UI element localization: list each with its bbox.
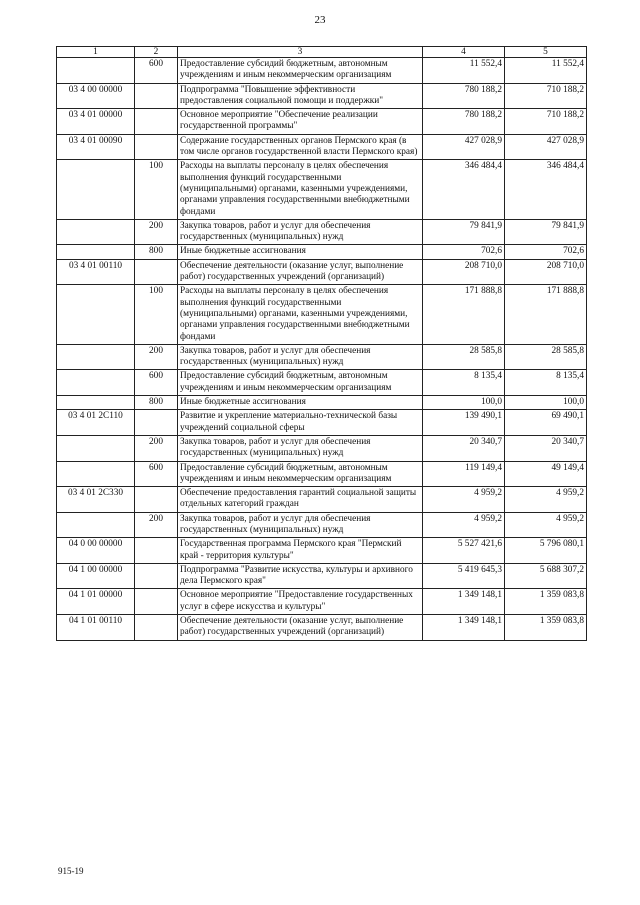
cell-code: 03 4 01 2С330 xyxy=(57,487,135,513)
cell-expense-type: 200 xyxy=(135,219,178,245)
table-row xyxy=(57,563,587,589)
table-row xyxy=(57,219,587,245)
table-header xyxy=(57,47,587,58)
cell-name: Предоставление субсидий бюджетным, автономным учреждениям и иным некоммерческим организациям xyxy=(178,461,423,487)
cell-amount-col5: 171 888,8 xyxy=(505,285,587,344)
cell-amount-col5: 710 188,2 xyxy=(505,109,587,135)
cell-amount-col4: 8 135,4 xyxy=(423,370,505,396)
cell-expense-type: 200 xyxy=(135,344,178,370)
table-row xyxy=(57,58,587,84)
table-row xyxy=(57,160,587,219)
cell-name: Иные бюджетные ассигнования xyxy=(178,396,423,410)
cell-amount-col5: 8 135,4 xyxy=(505,370,587,396)
cell-expense-type xyxy=(135,83,178,109)
cell-amount-col4: 208 710,0 xyxy=(423,259,505,285)
cell-code xyxy=(57,396,135,410)
cell-code: 03 4 01 00090 xyxy=(57,134,135,160)
cell-code xyxy=(57,435,135,461)
cell-code: 04 1 00 00000 xyxy=(57,563,135,589)
cell-amount-col5: 4 959,2 xyxy=(505,512,587,538)
cell-code xyxy=(57,285,135,344)
cell-amount-col4: 4 959,2 xyxy=(423,512,505,538)
cell-name: Иные бюджетные ассигнования xyxy=(178,245,423,259)
cell-amount-col4: 1 349 148,1 xyxy=(423,615,505,641)
cell-code xyxy=(57,160,135,219)
table-row xyxy=(57,134,587,160)
cell-amount-col4: 346 484,4 xyxy=(423,160,505,219)
cell-name: Подпрограмма "Развитие искусства, культуры и архивного дела Пермского края" xyxy=(178,563,423,589)
cell-amount-col5: 5 688 307,2 xyxy=(505,563,587,589)
cell-amount-col5: 710 188,2 xyxy=(505,83,587,109)
table-row xyxy=(57,615,587,641)
cell-name: Закупка товаров, работ и услуг для обеспечения государственных (муниципальных) нужд xyxy=(178,219,423,245)
table-row xyxy=(57,435,587,461)
cell-code: 04 0 00 00000 xyxy=(57,538,135,564)
cell-expense-type xyxy=(135,615,178,641)
cell-amount-col5: 427 028,9 xyxy=(505,134,587,160)
cell-amount-col5: 79 841,9 xyxy=(505,219,587,245)
table-row xyxy=(57,487,587,513)
cell-expense-type: 600 xyxy=(135,461,178,487)
cell-expense-type xyxy=(135,134,178,160)
table-row xyxy=(57,245,587,259)
cell-amount-col4: 171 888,8 xyxy=(423,285,505,344)
table-body xyxy=(57,58,587,641)
cell-amount-col4: 1 349 148,1 xyxy=(423,589,505,615)
cell-code: 03 4 01 00110 xyxy=(57,259,135,285)
cell-amount-col4: 5 527 421,6 xyxy=(423,538,505,564)
cell-name: Предоставление субсидий бюджетным, автономным учреждениям и иным некоммерческим организациям xyxy=(178,58,423,84)
header-col-5: 5 xyxy=(505,47,587,58)
table-row xyxy=(57,344,587,370)
cell-amount-col5: 69 490,1 xyxy=(505,410,587,436)
cell-expense-type xyxy=(135,410,178,436)
cell-amount-col4: 28 585,8 xyxy=(423,344,505,370)
header-col-3: 3 xyxy=(178,47,423,58)
cell-name: Обеспечение деятельности (оказание услуг, выполнение работ) государственных учреждений (организаций) xyxy=(178,615,423,641)
cell-name: Подпрограмма "Повышение эффективности предоставления социальной помощи и поддержки" xyxy=(178,83,423,109)
cell-amount-col5: 4 959,2 xyxy=(505,487,587,513)
cell-amount-col4: 780 188,2 xyxy=(423,83,505,109)
cell-amount-col4: 427 028,9 xyxy=(423,134,505,160)
cell-name: Обеспечение деятельности (оказание услуг, выполнение работ) государственных учреждений (организаций) xyxy=(178,259,423,285)
header-row xyxy=(57,47,587,58)
cell-amount-col5: 49 149,4 xyxy=(505,461,587,487)
cell-name: Обеспечение предоставления гарантий социальной защиты отдельных категорий граждан xyxy=(178,487,423,513)
cell-amount-col5: 20 340,7 xyxy=(505,435,587,461)
cell-code: 04 1 01 00000 xyxy=(57,589,135,615)
cell-amount-col5: 100,0 xyxy=(505,396,587,410)
cell-amount-col5: 208 710,0 xyxy=(505,259,587,285)
cell-code xyxy=(57,461,135,487)
cell-expense-type: 200 xyxy=(135,435,178,461)
cell-amount-col4: 780 188,2 xyxy=(423,109,505,135)
table-row xyxy=(57,512,587,538)
cell-amount-col4: 5 419 645,3 xyxy=(423,563,505,589)
footer-code: 915-19 xyxy=(58,866,84,876)
cell-expense-type xyxy=(135,259,178,285)
cell-name: Развитие и укрепление материально-технической базы учреждений социальной сферы xyxy=(178,410,423,436)
cell-code: 04 1 01 00110 xyxy=(57,615,135,641)
cell-expense-type: 600 xyxy=(135,58,178,84)
table-row xyxy=(57,461,587,487)
cell-amount-col4: 100,0 xyxy=(423,396,505,410)
cell-expense-type xyxy=(135,538,178,564)
cell-code xyxy=(57,58,135,84)
cell-amount-col4: 11 552,4 xyxy=(423,58,505,84)
cell-code xyxy=(57,512,135,538)
header-col-4: 4 xyxy=(423,47,505,58)
cell-amount-col5: 1 359 083,8 xyxy=(505,615,587,641)
table-row xyxy=(57,589,587,615)
cell-code: 03 4 01 00000 xyxy=(57,109,135,135)
header-col-1: 1 xyxy=(57,47,135,58)
cell-amount-col4: 702,6 xyxy=(423,245,505,259)
cell-code: 03 4 01 2С110 xyxy=(57,410,135,436)
table-row xyxy=(57,396,587,410)
cell-name: Расходы на выплаты персоналу в целях обеспечения выполнения функций государственными (муниципальными) органами, казенными учреждениями, органами управления государственными внебюджетными фондами xyxy=(178,160,423,219)
cell-expense-type xyxy=(135,109,178,135)
cell-name: Закупка товаров, работ и услуг для обеспечения государственных (муниципальных) нужд xyxy=(178,435,423,461)
cell-name: Расходы на выплаты персоналу в целях обеспечения выполнения функций государственными (муниципальными) органами, казенными учреждениями, органами управления государственными внебюджетными фондами xyxy=(178,285,423,344)
table-row xyxy=(57,259,587,285)
cell-expense-type xyxy=(135,563,178,589)
cell-amount-col5: 28 585,8 xyxy=(505,344,587,370)
cell-amount-col5: 11 552,4 xyxy=(505,58,587,84)
cell-amount-col4: 139 490,1 xyxy=(423,410,505,436)
cell-expense-type: 200 xyxy=(135,512,178,538)
cell-amount-col4: 4 959,2 xyxy=(423,487,505,513)
cell-name: Основное мероприятие "Обеспечение реализации государственной программы" xyxy=(178,109,423,135)
cell-expense-type xyxy=(135,487,178,513)
cell-amount-col5: 1 359 083,8 xyxy=(505,589,587,615)
cell-expense-type xyxy=(135,589,178,615)
cell-amount-col4: 20 340,7 xyxy=(423,435,505,461)
cell-expense-type: 100 xyxy=(135,160,178,219)
page-number: 23 xyxy=(314,14,326,26)
cell-amount-col5: 5 796 080,1 xyxy=(505,538,587,564)
cell-expense-type: 100 xyxy=(135,285,178,344)
cell-code xyxy=(57,219,135,245)
cell-name: Закупка товаров, работ и услуг для обеспечения государственных (муниципальных) нужд xyxy=(178,344,423,370)
cell-code: 03 4 00 00000 xyxy=(57,83,135,109)
cell-name: Предоставление субсидий бюджетным, автономным учреждениям и иным некоммерческим организациям xyxy=(178,370,423,396)
table-row xyxy=(57,109,587,135)
cell-amount-col4: 119 149,4 xyxy=(423,461,505,487)
header-col-2: 2 xyxy=(135,47,178,58)
cell-code xyxy=(57,344,135,370)
cell-amount-col5: 346 484,4 xyxy=(505,160,587,219)
table-row xyxy=(57,410,587,436)
cell-expense-type: 800 xyxy=(135,245,178,259)
cell-code xyxy=(57,245,135,259)
cell-amount-col5: 702,6 xyxy=(505,245,587,259)
cell-name: Содержание государственных органов Пермского края (в том числе органов государственной власти Пермского края) xyxy=(178,134,423,160)
cell-name: Основное мероприятие "Предоставление государственных услуг в сфере искусства и культуры" xyxy=(178,589,423,615)
cell-code xyxy=(57,370,135,396)
cell-amount-col4: 79 841,9 xyxy=(423,219,505,245)
budget-table xyxy=(56,46,587,641)
cell-name: Государственная программа Пермского края "Пермский край - территория культуры" xyxy=(178,538,423,564)
table-row xyxy=(57,370,587,396)
cell-expense-type: 600 xyxy=(135,370,178,396)
cell-expense-type: 800 xyxy=(135,396,178,410)
table-row xyxy=(57,538,587,564)
table-row xyxy=(57,285,587,344)
table-row xyxy=(57,83,587,109)
cell-name: Закупка товаров, работ и услуг для обеспечения государственных (муниципальных) нужд xyxy=(178,512,423,538)
